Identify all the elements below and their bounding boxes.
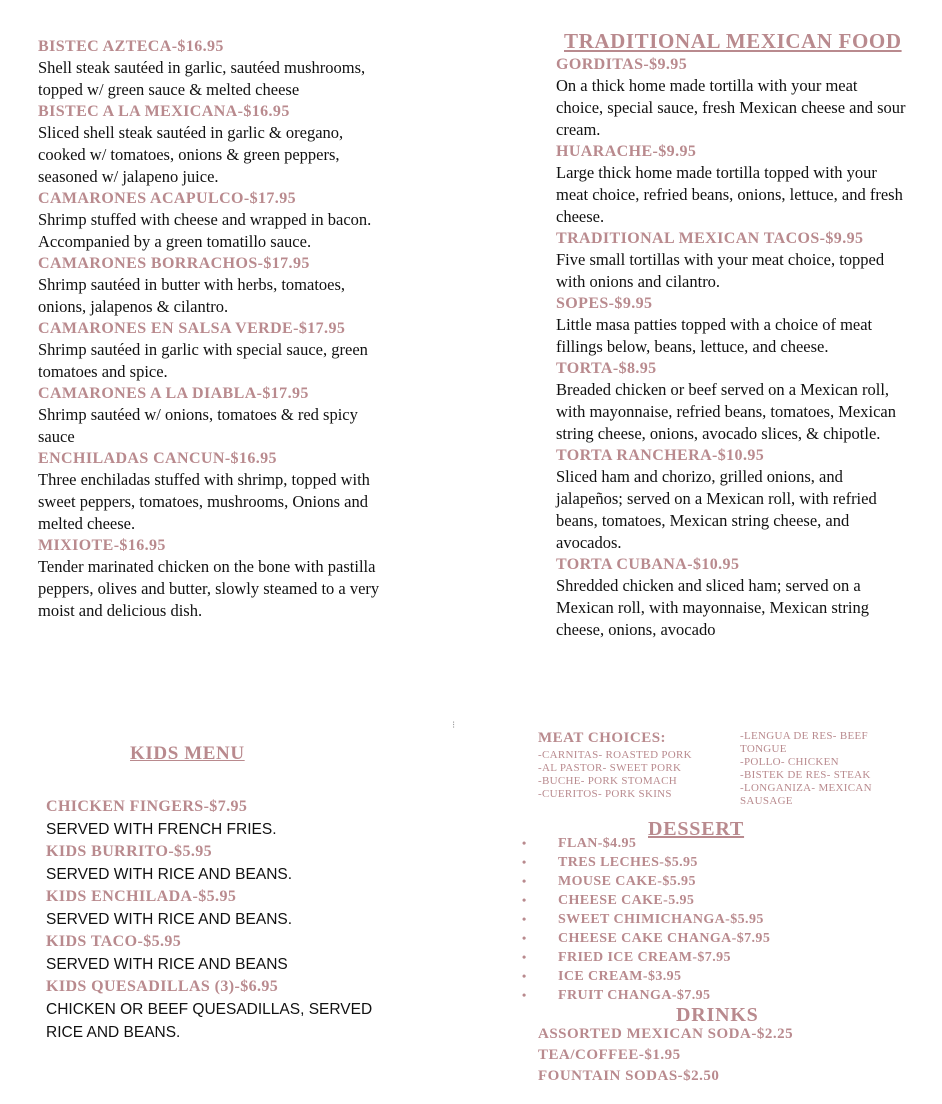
bullet-icon: •	[522, 855, 527, 869]
dessert-label: FRIED ICE CREAM-$7.95	[558, 950, 731, 965]
item-title: TORTA RANCHERA-$10.95	[556, 447, 765, 464]
meat-choices-list-left	[538, 749, 738, 801]
dessert-label: CHEESE CAKE CHANGA-$7.95	[558, 931, 771, 946]
scan-speck: ⁝	[452, 720, 456, 731]
kids-item	[46, 931, 376, 976]
traditional-heading: TRADITIONAL MEXICAN FOOD	[564, 29, 902, 53]
menu-item	[38, 188, 383, 253]
item-description: Five small tortillas with your meat choice, topped with onions and cilantro.	[556, 250, 885, 291]
dessert-item	[522, 891, 822, 910]
dessert-item	[522, 986, 822, 1005]
bullet-icon: •	[522, 893, 527, 907]
item-title: SOPES-$9.95	[556, 295, 653, 312]
drinks-list	[538, 1024, 878, 1087]
item-title: KIDS TACO-$5.95	[46, 933, 182, 950]
menu-item	[38, 36, 383, 101]
meat-choice: -LONGANIZA- MEXICAN SAUSAGE	[740, 782, 872, 807]
dessert-item	[522, 967, 822, 986]
kids-menu-section	[46, 796, 376, 1044]
item-description: Shrimp sautéed in butter with herbs, tomatoes, onions, jalapenos & cilantro.	[38, 275, 346, 316]
meat-choice: -CUERITOS- PORK SKINS	[538, 788, 672, 800]
bullet-icon: •	[522, 912, 527, 926]
item-title: KIDS BURRITO-$5.95	[46, 843, 213, 860]
meat-choice: -CARNITAS- ROASTED PORK	[538, 749, 692, 761]
menu-item	[556, 554, 906, 641]
dessert-label: ICE CREAM-$3.95	[558, 969, 682, 984]
item-description: Shrimp stuffed with cheese and wrapped in bacon. Accompanied by a green tomatillo sauce.	[38, 210, 372, 251]
dessert-label: MOUSE CAKE-$5.95	[558, 874, 696, 889]
item-description: SERVED WITH FRENCH FRIES.	[46, 821, 277, 838]
bullet-icon: •	[522, 836, 527, 850]
dessert-heading: DESSERT	[648, 818, 745, 840]
menu-item	[556, 54, 906, 141]
item-description: Breaded chicken or beef served on a Mexican roll, with mayonnaise, refried beans, tomatoes, Mexican string cheese, onions, avocado slices, & chipotle.	[556, 380, 896, 443]
item-title: BISTEC A LA MEXICANA-$16.95	[38, 103, 290, 120]
drink-item: TEA/COFFEE-$1.95	[538, 1047, 681, 1063]
dessert-item	[522, 910, 822, 929]
kids-menu-heading: KIDS MENU	[130, 743, 245, 764]
specialties-column	[38, 36, 383, 622]
menu-item	[38, 535, 383, 622]
item-title: KIDS ENCHILADA-$5.95	[46, 888, 237, 905]
item-title: CHICKEN FINGERS-$7.95	[46, 798, 248, 815]
meat-choice: -BUCHE- PORK STOMACH	[538, 775, 678, 787]
meat-choices-heading: MEAT CHOICES:	[538, 730, 667, 746]
item-description: Sliced shell steak sautéed in garlic & oregano, cooked w/ tomatoes, onions & green peppers, seasoned w/ jalapeno juice.	[38, 123, 344, 186]
dessert-label: TRES LECHES-$5.95	[558, 855, 698, 870]
menu-item	[38, 101, 383, 188]
item-description: Shredded chicken and sliced ham; served on a Mexican roll, with mayonnaise, Mexican string cheese, onions, avocado	[556, 576, 869, 639]
item-description: CHICKEN OR BEEF QUESADILLAS, SERVED RICE AND BEANS.	[46, 1001, 373, 1041]
dessert-label: CHEESE CAKE-5.95	[558, 893, 695, 908]
item-description: Three enchiladas stuffed with shrimp, topped with sweet peppers, tomatoes, mushrooms, Onions and melted cheese.	[38, 470, 370, 533]
menu-item	[38, 448, 383, 535]
meat-choice: -BISTEK DE RES- STEAK	[740, 769, 871, 781]
menu-item	[38, 383, 383, 448]
menu-item	[556, 358, 906, 445]
item-title: GORDITAS-$9.95	[556, 56, 688, 73]
menu-item	[38, 318, 383, 383]
item-description: Shrimp sautéed in garlic with special sauce, green tomatoes and spice.	[38, 340, 368, 381]
item-title: CAMARONES A LA DIABLA-$17.95	[38, 385, 309, 402]
meat-choices-list-right	[740, 730, 908, 808]
dessert-item	[522, 834, 822, 853]
bullet-icon: •	[522, 931, 527, 945]
item-title: MIXIOTE-$16.95	[38, 537, 166, 554]
item-description: SERVED WITH RICE AND BEANS	[46, 956, 288, 973]
item-description: Little masa patties topped with a choice of meat fillings below, beans, lettuce, and cheese.	[556, 315, 873, 356]
item-title: TRADITIONAL MEXICAN TACOS-$9.95	[556, 230, 864, 247]
item-title: CAMARONES EN SALSA VERDE-$17.95	[38, 320, 346, 337]
item-title: BISTEC AZTECA-$16.95	[38, 38, 224, 55]
kids-item	[46, 976, 376, 1044]
dessert-item	[522, 948, 822, 967]
item-description: Sliced ham and chorizo, grilled onions, and jalapeños; served on a Mexican roll, with refried beans, tomatoes, Mexican string cheese, and avocados.	[556, 467, 877, 552]
item-description: SERVED WITH RICE AND BEANS.	[46, 866, 293, 883]
kids-item	[46, 796, 376, 841]
dessert-item	[522, 853, 822, 872]
meat-choices-box	[538, 730, 908, 820]
kids-item	[46, 841, 376, 886]
dessert-label: SWEET CHIMICHANGA-$5.95	[558, 912, 764, 927]
drink-item: FOUNTAIN SODAS-$2.50	[538, 1068, 720, 1084]
item-title: CAMARONES BORRACHOS-$17.95	[38, 255, 310, 272]
item-title: CAMARONES ACAPULCO-$17.95	[38, 190, 296, 207]
menu-item	[556, 228, 906, 293]
item-description: Tender marinated chicken on the bone with pastilla peppers, olives and butter, slowly steamed to a very moist and delicious dish.	[38, 557, 380, 620]
menu-item	[556, 293, 906, 358]
meat-choice: -POLLO- CHICKEN	[740, 756, 839, 768]
item-description: On a thick home made tortilla with your meat choice, special sauce, fresh Mexican cheese and sour cream.	[556, 76, 906, 139]
dessert-list	[522, 834, 822, 1005]
dessert-item	[522, 929, 822, 948]
bullet-icon: •	[522, 969, 527, 983]
bullet-icon: •	[522, 988, 527, 1002]
item-description: Shell steak sautéed in garlic, sautéed mushrooms, topped w/ green sauce & melted cheese	[38, 58, 366, 99]
drink-item: ASSORTED MEXICAN SODA-$2.25	[538, 1026, 794, 1042]
dessert-label: FLAN-$4.95	[558, 836, 637, 851]
item-title: KIDS QUESADILLAS (3)-$6.95	[46, 978, 279, 995]
item-title: TORTA-$8.95	[556, 360, 657, 377]
item-description: SERVED WITH RICE AND BEANS.	[46, 911, 293, 928]
meat-choice: -AL PASTOR- SWEET PORK	[538, 762, 682, 774]
meat-choice: -LENGUA DE RES- BEEF TONGUE	[740, 730, 868, 755]
menu-item	[556, 445, 906, 554]
dessert-label: FRUIT CHANGA-$7.95	[558, 988, 711, 1003]
item-description: Large thick home made tortilla topped with your meat choice, refried beans, onions, lettuce, and fresh cheese.	[556, 163, 903, 226]
dessert-item	[522, 872, 822, 891]
bullet-icon: •	[522, 874, 527, 888]
drinks-heading: DRINKS	[676, 1004, 759, 1026]
item-title: ENCHILADAS CANCUN-$16.95	[38, 450, 277, 467]
traditional-column	[556, 28, 906, 641]
menu-item	[38, 253, 383, 318]
menu-item	[556, 141, 906, 228]
bullet-icon: •	[522, 950, 527, 964]
kids-item	[46, 886, 376, 931]
item-title: TORTA CUBANA-$10.95	[556, 556, 740, 573]
item-description: Shrimp sautéed w/ onions, tomatoes & red spicy sauce	[38, 405, 358, 446]
item-title: HUARACHE-$9.95	[556, 143, 697, 160]
